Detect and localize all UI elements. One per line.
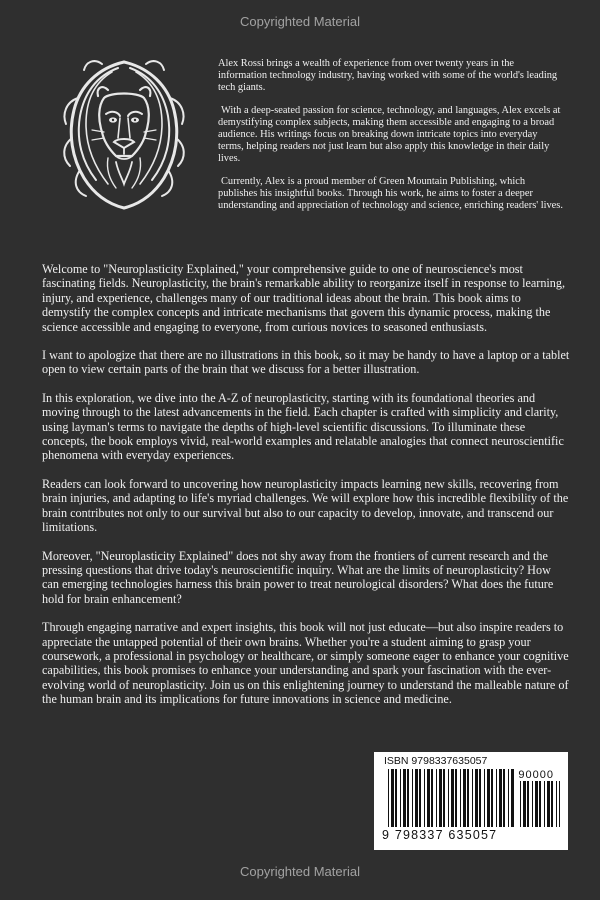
description-paragraph: Moreover, "Neuroplasticity Explained" does not shy away from the frontiers of current research and the pressing questions that drive today's neuroscientific inquiry. What are the limits of neuroplasticity? How can emerging technologies harness this brain power to treat neurological disorders? What does the future hold for brain enhancement?: [42, 548, 554, 606]
description-paragraph: Welcome to "Neuroplasticity Explained," your comprehensive guide to one of neuroscience's most fascinating fields. Neuroplasticity, the brain's remarkable ability to reorganize itself in response to learning, injury, and experience, challenges many of our traditional ideas about the brain. This book aims to demystify the complex concepts and intricate mechanisms that govern this dynamic process, making the science accessible and engaging to everyone, from curious novices to seasoned enthusiasts.: [42, 262, 566, 334]
addon-barcode-bars-icon: [520, 781, 560, 829]
author-bio-paragraph: Alex Rossi brings a wealth of experience from over twenty years in the information technology industry, having worked with some of the world's leading tech giants.: [218, 58, 558, 94]
author-bio: [218, 58, 563, 222]
isbn-label: ISBN 9798337635057: [384, 755, 488, 767]
lion-illustration-icon: [58, 58, 190, 210]
price-code: 90000: [518, 769, 554, 781]
isbn-barcode: [374, 752, 568, 850]
watermark-bottom: Copyrighted Material: [240, 864, 360, 879]
isbn-digits: 9 798337 635057: [382, 828, 498, 842]
description-paragraph: In this exploration, we dive into the A-Z of neuroplasticity, starting with its foundational theories and moving through to the latest advancements in the field. Each chapter is crafted with simplicity and clarity, using layman's terms to navigate the depths of high-level scientific discussions. To illuminate these concepts, the book employs vivid, real-world examples and relatable analogies that connect neuroscientific phenomena with everyday experiences.: [42, 390, 564, 463]
barcode-bars-icon: [388, 769, 514, 829]
author-bio-paragraph: With a deep-seated passion for science, technology, and languages, Alex excels at demystifying complex subjects, making them accessible and engaging to a broad audience. His writings focus on breaking down intricate topics into everyday terms, helping readers not just learn but also apply this knowledge in their daily lives.: [218, 104, 561, 165]
description-paragraph: Readers can look forward to uncovering how neuroplasticity impacts learning new skills, recovering from brain injuries, and adapting to life's myriad challenges. We will explore how this incredible flexibility of the brain contributes not only to our survival but also to our capacity to develop, innovate, and transcend our limitations.: [42, 476, 569, 535]
description-paragraph: Through engaging narrative and expert insights, this book will not just educate—but also inspire readers to appreciate the untapped potential of their own brains. Whether you're a student aiming to grasp your coursework, a professional in psychology or healthcare, or simply someone eager to enhance your cognitive capabilities, this book promises to enhance your understanding and spark your fascination with the ever-evolving world of neuroplasticity. Join us on this enlightening journey to understand the malleable nature of the human brain and its implications for future innovations in science and medicine.: [42, 620, 569, 707]
author-bio-paragraph: Currently, Alex is a proud member of Green Mountain Publishing, which publishes his insightful books. Through his work, he aims to foster a deeper understanding and appreciation of technology and science, enriching readers' lives.: [218, 175, 563, 212]
watermark-top: Copyrighted Material: [240, 14, 360, 29]
description-paragraph: I want to apologize that there are no illustrations in this book, so it may be handy to have a laptop or a tablet open to view certain parts of the brain that we discuss for a better illustration.: [42, 348, 570, 377]
book-description: [42, 262, 570, 721]
